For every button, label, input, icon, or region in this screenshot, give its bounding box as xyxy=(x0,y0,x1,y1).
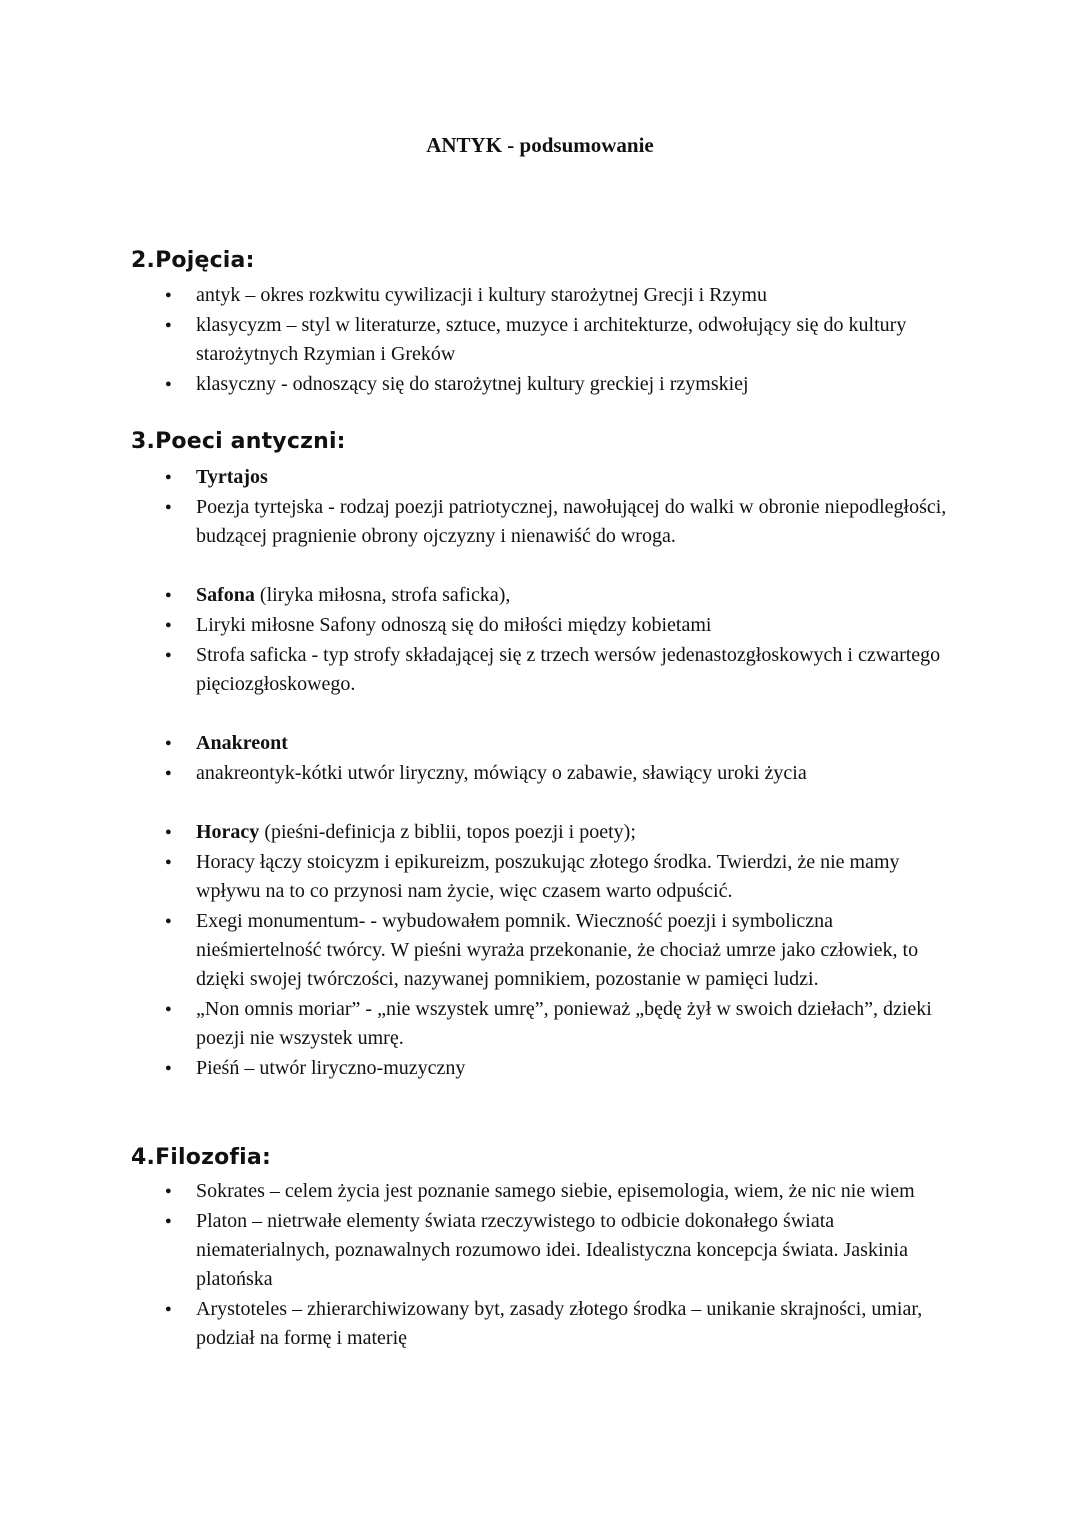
list-item xyxy=(0,611,1080,640)
list-item xyxy=(0,581,1080,610)
poet-name: Horacy xyxy=(196,821,260,843)
list-item xyxy=(0,493,1080,551)
poet-name: Tyrtajos xyxy=(196,466,268,488)
list-item xyxy=(0,641,1080,699)
list-item-text: Strofa saficka - typ strofy składającej się z trzech wersów jedenastozgłoskowych i czwartego pięciozgłoskowego. xyxy=(196,644,941,695)
list-item xyxy=(0,848,1080,906)
list-item xyxy=(0,907,1080,994)
document-title: ANTYK - podsumowanie xyxy=(426,133,654,157)
list-item xyxy=(0,759,1080,788)
list-item-text: klasycyzm – styl w literaturze, sztuce, muzyce i architekturze, odwołujący się do kultury starożytnych Rzymian i Greków xyxy=(196,314,907,365)
list-item-text: klasyczny - odnoszący się do starożytnej kultury greckiej i rzymskiej xyxy=(196,373,749,395)
list-item-text: Liryki miłosne Safony odnoszą się do miłości między kobietami xyxy=(196,614,712,636)
list-item xyxy=(0,1295,1080,1353)
bullet-list-filozofia xyxy=(0,1177,1080,1354)
poet-name: Anakreont xyxy=(196,732,288,754)
poet-name: Safona xyxy=(196,584,255,606)
bullet-list-pojecia xyxy=(0,281,1080,400)
list-item-text: Pieśń – utwór liryczno-muzyczny xyxy=(196,1057,466,1079)
section-heading-poeci: 3.Poeci antyczni: xyxy=(131,429,346,454)
list-item-text: anakreontyk-kótki utwór liryczny, mówiący o zabawie, sławiący uroki życia xyxy=(196,762,807,784)
list-item xyxy=(0,463,1080,492)
list-item-text: (pieśni-definicja z biblii, topos poezji i poety); xyxy=(259,821,636,843)
list-item-text: Platon – nietrwałe elementy świata rzeczywistego to odbicie dokonałego świata niematerialnych, poznawalnych rozumowo idei. Idealistyczna koncepcja świata. Jaskinia platońska xyxy=(196,1210,908,1290)
list-item xyxy=(0,818,1080,847)
list-item xyxy=(0,1054,1080,1083)
section-heading-pojecia: 2.Pojęcia: xyxy=(131,248,255,273)
list-item xyxy=(0,729,1080,758)
list-item xyxy=(0,311,1080,369)
list-item-text: „Non omnis moriar” - „nie wszystek umrę”, ponieważ „będę żył w swoich dziełach”, dzieki poezji nie wszystek umrę. xyxy=(196,998,932,1049)
bullet-list-poeci xyxy=(0,463,1080,1084)
list-item xyxy=(0,1177,1080,1206)
list-item-text: Exegi monumentum- - wybudowałem pomnik. Wieczność poezji i symboliczna nieśmiertelność twórcy. W pieśni wyraża przekonanie, że chociaż umrze jako człowiek, to dzięki swojej twórczości, nazywanej pomnikiem, pozostanie w pamięci ludzi. xyxy=(196,910,919,990)
section-heading-filozofia: 4.Filozofia: xyxy=(131,1145,271,1170)
list-item xyxy=(0,281,1080,310)
list-item-text: Sokrates – celem życia jest poznanie samego siebie, episemologia, wiem, że nic nie wiem xyxy=(196,1180,915,1202)
list-item-text: Horacy łączy stoicyzm i epikureizm, poszukując złotego środka. Twierdzi, że nie mamy wpływu na to co przynosi nam życie, więc czasem warto odpuścić. xyxy=(196,851,900,902)
list-item xyxy=(0,1207,1080,1294)
list-item-text: Poezja tyrtejska - rodzaj poezji patriotycznej, nawołującej do walki w obronie niepodległości, budzącej pragnienie obrony ojczyzny i nienawiść do wroga. xyxy=(196,496,947,547)
list-item-text: antyk – okres rozkwitu cywilizacji i kultury starożytnej Grecji i Rzymu xyxy=(196,284,767,306)
list-item-text: (liryka miłosna, strofa saficka), xyxy=(254,584,511,606)
list-item xyxy=(0,370,1080,399)
list-item xyxy=(0,995,1080,1053)
list-item-text: Arystoteles – zhierarchiwizowany byt, zasady złotego środka – unikanie skrajności, umiar, podział na formę i materię xyxy=(196,1298,923,1349)
